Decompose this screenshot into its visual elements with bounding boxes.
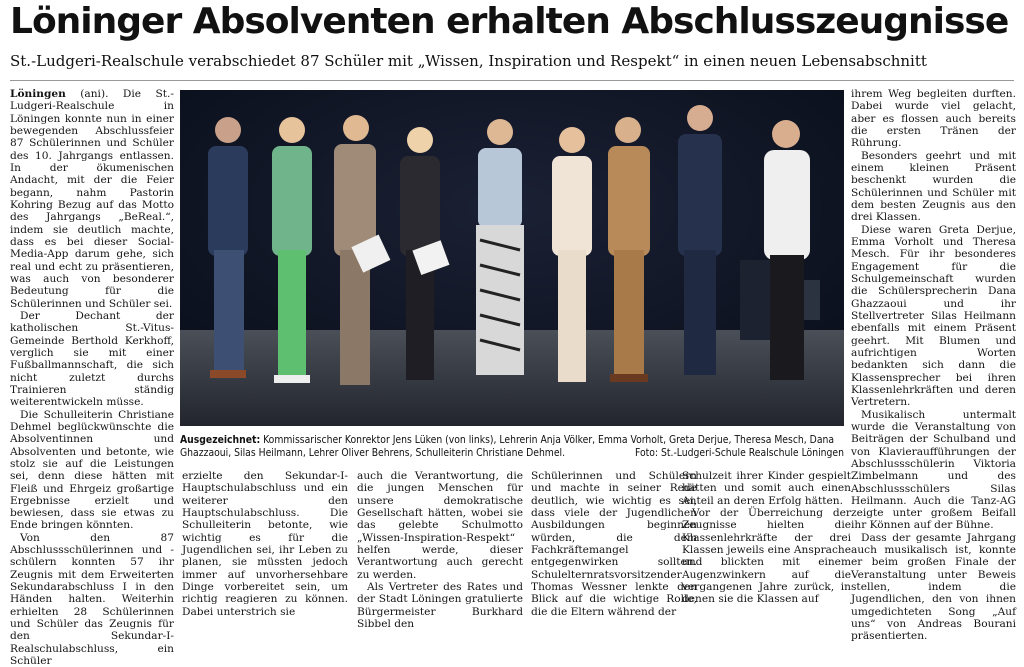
article-column-4 xyxy=(531,470,697,618)
paragraph: erzielte den Sekundar-I-Hauptschulabschluss und ein weiterer den Hauptschulabschluss. Die Schulleiterin betonte, wie wichtig es für die Jugendlichen sei, ihr Leben zu planen, sie müssten jedoch immer auf unvorhersehbare Dinge vorbereitet sein, um richtig reagieren zu können. Dabei unterstrich sie xyxy=(182,470,348,618)
paragraph: Schülerinnen und Schülern und machte in seiner Rede deutlich, wie wichtig es sei, dass viele der Jugendlichen Ausbildungen beginnen würden, die dem Fachkräftemangel entgegenwirken sollten. Schulelternratsvorsitzender Thomas Wessner lenkte den Blick auf die wichtige Rolle, die die Eltern während der xyxy=(531,470,697,618)
paragraph: Von den 87 Abschlussschülerinnen und -schülern konnten 57 ihr Zeugnis mit dem Erweiterten Sekundarabschluss I in den Händen halten. Weiterhin erhielten 28 Schülerinnen und Schüler das Zeugnis für den Sekundar-I-Realschulabschluss, ein Schüler xyxy=(10,531,174,667)
paragraph: Als Vertreter des Rates und der Stadt Löningen gratulierte Bürgermeister Burkhard Sibbel den xyxy=(357,580,523,630)
divider xyxy=(10,80,1014,81)
paragraph: Diese waren Greta Derjue, Emma Vorholt und Theresa Mesch. Für ihr besonderes Engagement für die Schulgemeinschaft wurden die Schülersprecherin Dana Ghazzaoui und ihr Stellvertreter Silas Heilmann ebenfalls mit einem Präsent geehrt. Mit Blumen und aufrichtigen Worten bedankten sich dann die Klassensprecher bei ihren Klassenlehrkräften und deren Vertretern. xyxy=(851,223,1016,409)
article-column-2 xyxy=(182,470,348,618)
caption-text: Kommissarischer Konrektor Jens Lüken (von links), Lehrerin Anja Völker, Emma Vorholt, Greta Derjue, Theresa Mesch, Dana Ghazzaoui, Silas Heilmann, Lehrer Oliver Behrens, Schulleiterin Christiane Dehmel. xyxy=(180,434,835,459)
paragraph: ihrem Weg begleiten durften. Dabei wurde viel gelacht, aber es flossen auch bereits die ersten Tränen der Rührung. xyxy=(851,88,1016,150)
paragraph: Schulzeit ihrer Kinder gespielt hätten und somit auch einen Anteil an deren Erfolg hätten. xyxy=(682,470,851,507)
headline: Löninger Absolventen erhalten Abschlusszeugnisse xyxy=(10,1,1009,42)
article-column-3 xyxy=(357,470,523,630)
article-photo xyxy=(180,90,844,426)
caption-label: Ausgezeichnet: xyxy=(180,434,261,446)
paragraph: Die Schulleiterin Christiane Dehmel beglückwünschte die Absolventinnen und Absolventen und betonte, wie stolz sie auf die Leistungen sei, denn diese hätten mit Fleiß und Ehrgeiz großartige Ergebnisse erzielt und bewiesen, dass sie etwas zu Ende bringen könnten. xyxy=(10,408,174,532)
subheadline: St.-Ludgeri-Realschule verabschiedet 87 Schüler mit „Wissen, Inspiration und Respekt“ in einen neuen Lebensabschnitt xyxy=(10,52,927,70)
paragraph-text: (ani). Die St.-Ludgeri-Realschule in Löningen konnte nun in einer bewegenden Abschlussfeier 87 Schülerinnen und Schüler des 10. Jahrgangs entlassen. In der ökumenischen Andacht, mit der die Feier begann, nahm Pastorin Kohring Bezug auf das Motto des Jahrgangs „BeReal.“, indem sie deutlich machte, dass es bei dieser Social-Media-App darum gehe, sich real und echt zu präsentieren, was auch von besonderer Bedeutung für die Schülerinnen und Schüler sei. xyxy=(10,88,174,310)
article-column-5 xyxy=(682,470,851,613)
paragraph: auch die Verantwortung, die die jungen Menschen für unsere demokratische Gesellschaft hätten, wobei sie das gelebte Schulmotto „Wissen-Inspiration-Respekt“ helfen werde, dieser Verantwortung auch gerecht zu werden. xyxy=(357,470,523,581)
paragraph: Musikalisch untermalt wurde die Veranstaltung von Beiträgen der Schulband und von Klavieraufführungen der Abschlussschülerin Viktoria Zimbelmann und des Abschlussschülers Silas Heilmann. Auch die Tanz-AG zeigte unter großem Beifall ihr Können auf der Bühne. xyxy=(851,408,1016,532)
paragraph: Vor der Überreichung der Zeugnisse hielten die Klassenlehrkräfte der drei Klassen jeweils eine Ansprache und blickten mit einem Augenzwinkern auf die vergangenen Jahre zurück, in denen sie die Klassen auf xyxy=(682,506,851,606)
paragraph: Der Dechant der katholischen St.-Vitus-Gemeinde Berthold Kerkhoff, verglich sie mit einer Fußballmannschaft, die sich nicht zuletzt durchs Trainieren ständig weiterentwickeln müsse. xyxy=(10,309,174,409)
paragraph: Dass der gesamte Jahrgang auch musikalisch ist, konnte er beim großen Finale der Veranstaltung unter Beweis stellen, indem die Jugendlichen, den von ihnen umgedichteten Song „Auf uns“ von Andreas Bourani präsentierten. xyxy=(851,531,1016,643)
photo-caption xyxy=(180,434,844,460)
paragraph xyxy=(10,88,174,310)
article-column-1 xyxy=(10,88,174,667)
article-column-6 xyxy=(851,88,1016,643)
dateline: Löningen xyxy=(10,88,66,100)
paragraph: Besonders geehrt und mit einem kleinen Präsent beschenkt wurden die Schülerinnen und Schüler mit dem besten Zeugnis aus den drei Klassen. xyxy=(851,149,1016,224)
photo-credit: Foto: St.-Ludgeri-Schule Realschule Löningen xyxy=(635,447,844,459)
